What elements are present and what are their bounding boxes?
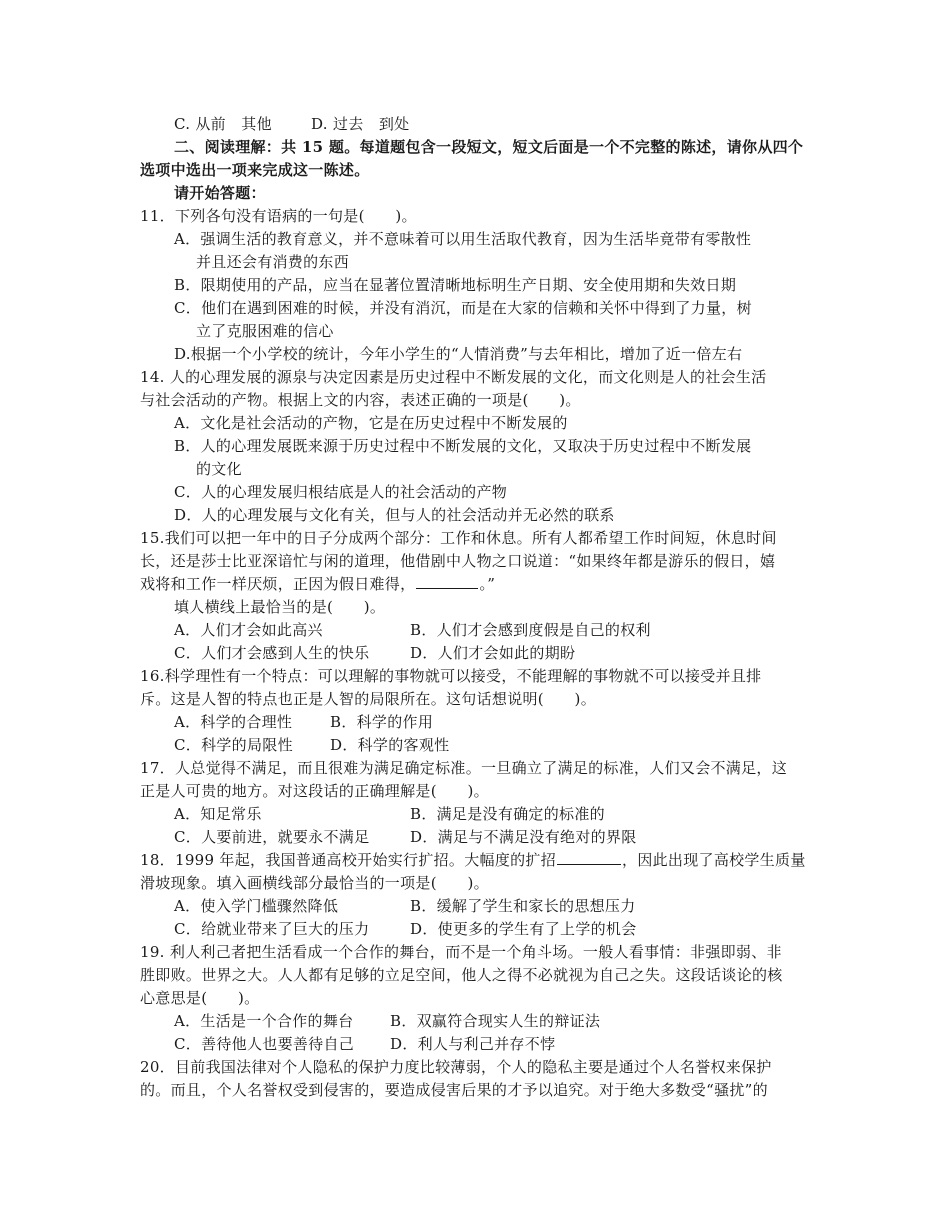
- question-text: 20．目前我国法律对个人隐私的保护力度比较薄弱，个人的隐私主要是通过个人名誉权来保护: [140, 1058, 772, 1076]
- option-b: B．缓解了学生和家长的思想压力: [410, 897, 636, 915]
- question-text: 正是人可贵的地方。对这段话的正确理解是( )。: [140, 782, 489, 800]
- question-text: 心意思是( )。: [140, 989, 260, 1007]
- option-d: D．科学的客观性: [330, 736, 450, 754]
- option-c: C. 从前 其他: [174, 115, 272, 133]
- option-b: B．限期使用的产品，应当在显著位置清晰地标明生产日期、安全使用期和失效日期: [174, 276, 737, 294]
- option-c-cont: 立了克服困难的信心: [196, 322, 334, 340]
- question-18: [0, 849, 950, 871]
- option-a: A．人们才会如此高兴: [174, 621, 323, 639]
- question-16: [0, 665, 950, 687]
- question-15: [0, 527, 950, 549]
- question-text: 19. 利人利己者把生活看成一个合作的舞台，而不是一个角斗场。一般人看事情：非强即弱、非: [140, 943, 782, 961]
- section-heading-line1: 二、阅读理解：共 15 题。每道题包含一段短文，短文后面是一个不完整的陈述，请你从四个: [174, 138, 804, 156]
- option-a: A．知足常乐: [174, 805, 262, 823]
- option-b-cont: 的文化: [196, 460, 242, 478]
- option-c: C．善待他人也要善待自己: [174, 1035, 355, 1053]
- option-a: A．科学的合理性: [174, 713, 293, 731]
- option-b: B．人们才会感到度假是自己的权利: [410, 621, 651, 639]
- option-d: D．人们才会如此的期盼: [410, 644, 576, 662]
- question-text: 14. 人的心理发展的源泉与决定因素是历史过程中不断发展的文化，而文化则是人的社会生活: [140, 368, 767, 386]
- question-text: 与社会活动的产物。根据上文的内容，表述正确的一项是( )。: [140, 391, 581, 409]
- begin-instruction: 请开始答题：: [174, 184, 266, 202]
- question-20: [0, 1056, 950, 1078]
- option-d: D．人的心理发展与文化有关，但与人的社会活动并无必然的联系: [174, 506, 615, 524]
- option-d: D. 过去 到处: [311, 115, 410, 133]
- option-a: A．强调生活的教育意义，并不意味着可以用生活取代教育，因为生活毕竟带有零散性: [174, 230, 752, 248]
- question-text: 滑坡现象。填入画横线部分最恰当的一项是( )。: [140, 874, 489, 892]
- question-text: 18．1999 年起，我国普通高校开始实行扩招。大幅度的扩招 ，因此出现了高校学生质量: [140, 851, 806, 869]
- option-d: D.根据一个小学校的统计，今年小学生的“人情消费”与去年相比，增加了近一倍左右: [174, 345, 743, 363]
- prev-question-options: [0, 113, 950, 135]
- option-c: C．科学的局限性: [174, 736, 293, 754]
- option-a-cont: 并且还会有消费的东西: [196, 253, 350, 271]
- question-19: [0, 941, 950, 963]
- question-text: 16.科学理性有一个特点：可以理解的事物就可以接受，不能理解的事物就不可以接受并且排: [140, 667, 762, 685]
- question-text: 戏将和工作一样厌烦，正因为假日难得， 。”: [140, 575, 496, 593]
- section-heading: [0, 136, 950, 158]
- fill-blank: [416, 573, 478, 589]
- question-text: 15.我们可以把一年中的日子分成两个部分：工作和休息。所有人都希望工作时间短，休息时间: [140, 529, 777, 547]
- option-c: C．他们在遇到困难的时候，并没有消沉，而是在大家的信赖和关怀中得到了力量，树: [174, 299, 752, 317]
- question-stem: 11．下列各句没有语病的一句是( )。: [140, 207, 417, 225]
- option-d: D．利人与利己并存不悖: [390, 1035, 556, 1053]
- option-a: A．使入学门槛骤然降低: [174, 897, 339, 915]
- option-c: C．人的心理发展归根结底是人的社会活动的产物: [174, 483, 508, 501]
- option-d: D．满足与不满足没有绝对的界限: [410, 828, 637, 846]
- option-a: A．文化是社会活动的产物，它是在历史过程中不断发展的: [174, 414, 568, 432]
- option-b: B．人的心理发展既来源于历史过程中不断发展的文化，又取决于历史过程中不断发展: [174, 437, 752, 455]
- option-c: C．给就业带来了巨大的压力: [174, 920, 370, 938]
- option-b: B．满足是没有确定的标准的: [410, 805, 605, 823]
- option-b: B．科学的作用: [330, 713, 434, 731]
- option-a: A．生活是一个合作的舞台: [174, 1012, 354, 1030]
- option-c: C．人要前进，就要永不满足: [174, 828, 370, 846]
- question-text: 长，还是莎士比亚深谙忙与闲的道理，他借剧中人物之口说道：“如果终年都是游乐的假日，嬉: [140, 552, 776, 570]
- question-text: 的。而且，个人名誉权受到侵害的，要造成侵害后果的才予以追究。对于绝大多数受“骚扰”的: [140, 1081, 768, 1099]
- question-text: 17．人总觉得不满足，而且很难为满足确定标准。一旦确立了满足的标准，人们又会不满足，这: [140, 759, 787, 777]
- fill-blank: [557, 849, 621, 865]
- question-text: 胜即败。世界之大。人人都有足够的立足空间，他人之得不必就视为自己之失。这段话谈论的核: [140, 966, 783, 984]
- question-text: 斥。这是人智的特点也正是人智的局限所在。这句话想说明( )。: [140, 690, 597, 708]
- section-heading-line2: 选项中选出一项来完成这一陈述。: [140, 161, 370, 179]
- option-b: B．双赢符合现实人生的辩证法: [390, 1012, 601, 1030]
- question-14: [0, 366, 950, 388]
- option-d: D．使更多的学生有了上学的机会: [410, 920, 637, 938]
- option-c: C．人们才会感到人生的快乐: [174, 644, 370, 662]
- question-17: [0, 757, 950, 779]
- question-11: [0, 205, 950, 227]
- question-prompt: 填人横线上最恰当的是( )。: [174, 598, 386, 616]
